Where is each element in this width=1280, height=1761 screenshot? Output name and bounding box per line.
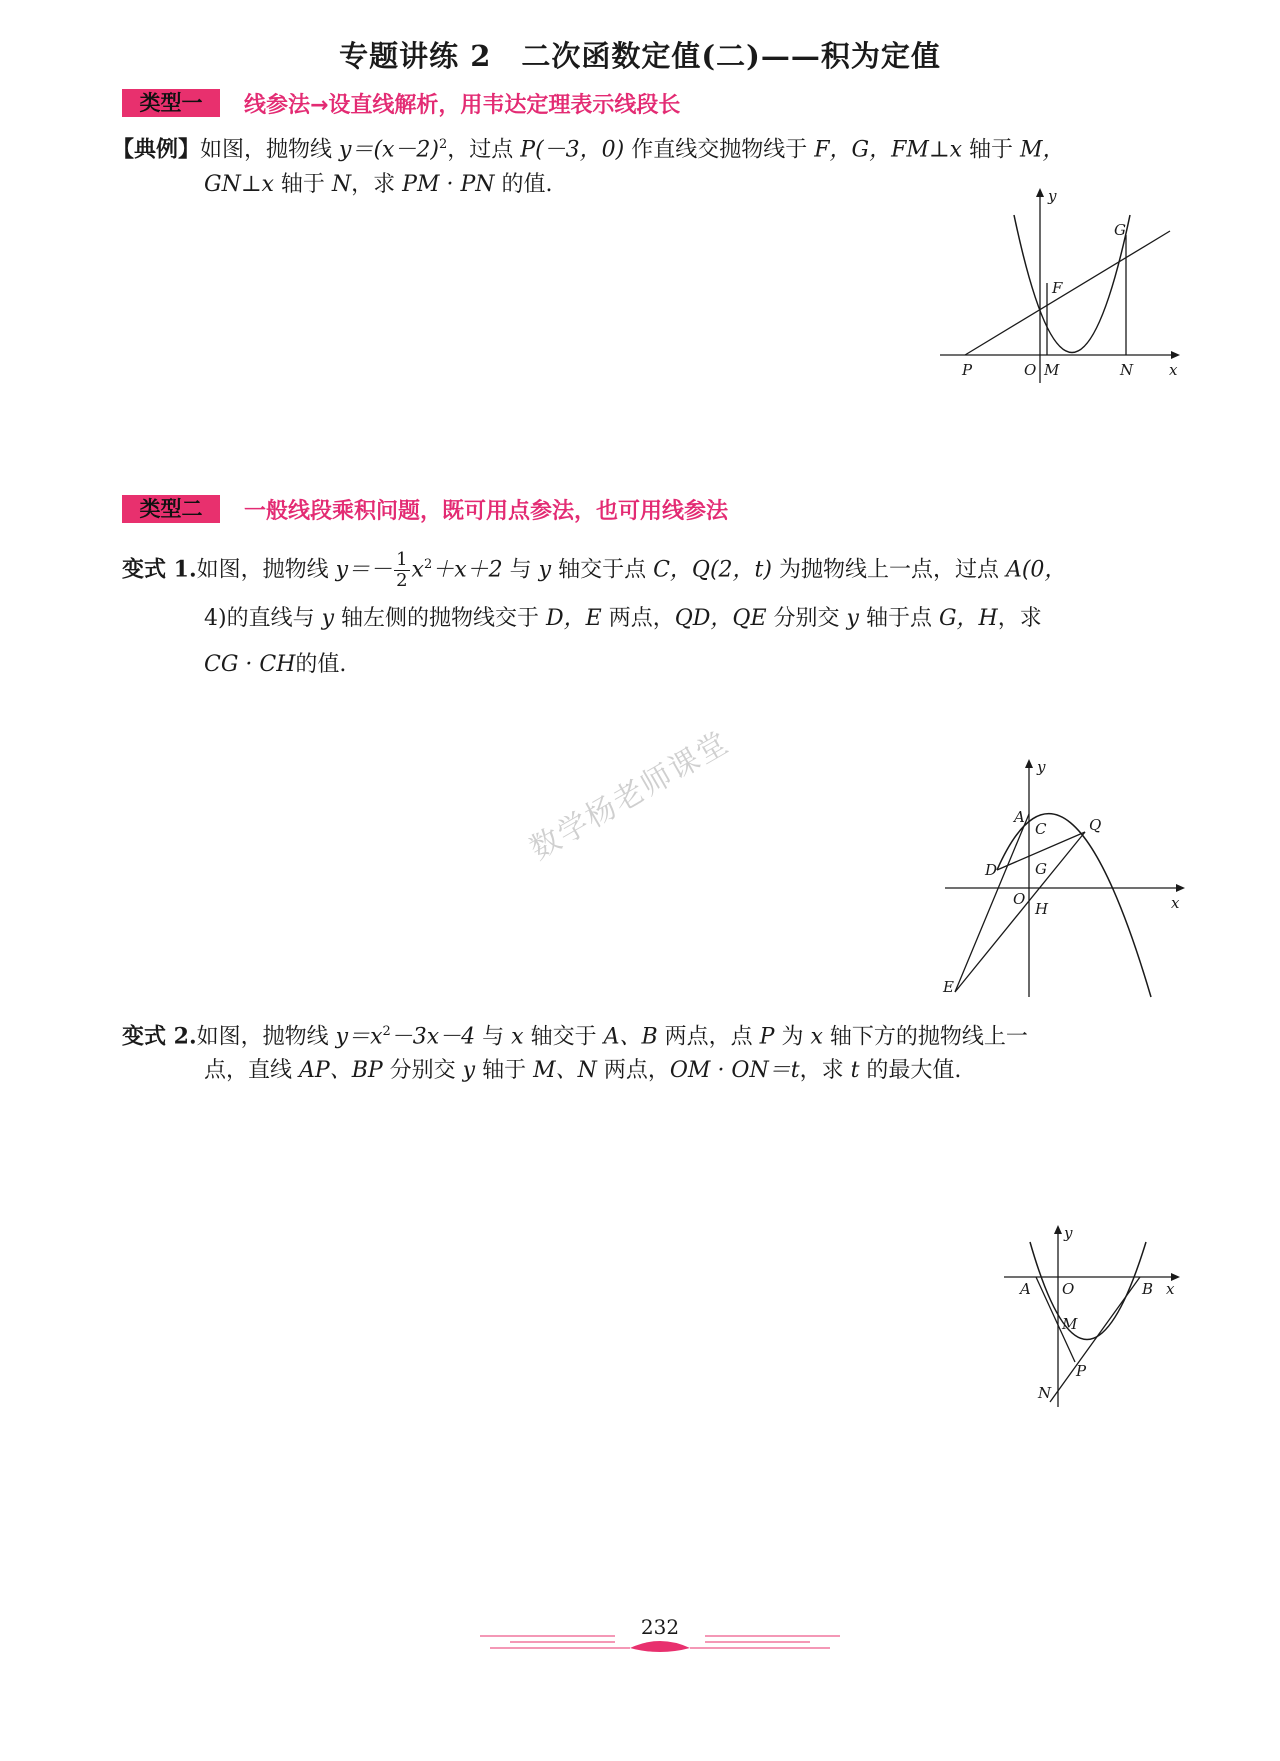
formula: D，E [546, 606, 602, 631]
text: 的值. [295, 652, 347, 677]
formula: M、N [533, 1058, 597, 1083]
point-m: M， [1020, 137, 1065, 163]
fig1-label-x: x [1169, 361, 1178, 379]
formula: x [511, 1024, 524, 1050]
fig3-label-b: B [1142, 1280, 1154, 1298]
variant2-line2 [204, 1056, 961, 1086]
fig2-label-e: E [943, 978, 954, 996]
figure-3 [1000, 1222, 1190, 1412]
type2-header [122, 494, 728, 524]
formula: A、B [603, 1024, 658, 1050]
text: ，过点 [447, 137, 521, 163]
text: 轴交于点 [551, 557, 654, 583]
text: 作直线交抛物线于 [624, 137, 815, 163]
fig2-label-y: y [1037, 758, 1046, 776]
text: 4) [204, 606, 227, 631]
page-number: 232 [640, 1615, 680, 1639]
fig3-label-o: O [1062, 1280, 1075, 1298]
example-line2 [204, 170, 553, 200]
text: 点，直线 [204, 1058, 299, 1083]
exponent: 2 [439, 137, 448, 152]
text: 如图，抛物线 [196, 1024, 336, 1050]
formula: C，Q(2，t) [653, 557, 772, 583]
fig3-label-x: x [1166, 1280, 1175, 1298]
formula: x [810, 1024, 823, 1050]
text: 两点，点 [657, 1024, 760, 1050]
formula: G，H [938, 606, 998, 631]
formula: QD，QE [674, 606, 767, 631]
text: 如图，抛物线 [196, 557, 336, 583]
text: 两点， [596, 1058, 670, 1083]
watermark: 数学杨老师课堂 [524, 724, 736, 868]
figure-2 [935, 752, 1195, 1002]
fig2-label-o: O [1013, 890, 1026, 908]
formula: x [411, 557, 424, 583]
text: 与 [475, 1024, 512, 1050]
text: 两点， [601, 606, 675, 631]
exponent: 2 [423, 557, 433, 573]
formula: y [538, 557, 552, 583]
fig1-label-n: N [1120, 361, 1134, 379]
type1-header [122, 88, 680, 118]
type1-tag: 类型一 [122, 89, 220, 117]
fig2-label-c: C [1035, 820, 1047, 838]
formula: ＋x＋2 [432, 557, 503, 583]
fig2-label-x: x [1171, 894, 1180, 912]
text: 分别交 [766, 606, 847, 631]
numerator: 1 [396, 549, 408, 570]
formula: t [850, 1058, 860, 1083]
text: 轴左侧的抛物线交于 [334, 606, 547, 631]
text: 与 [502, 557, 539, 583]
formula: GN⊥x [204, 172, 274, 197]
variant1-line3 [204, 650, 346, 680]
fig2-label-a: A [1014, 808, 1025, 826]
text: ，求 [351, 172, 403, 197]
formula: y [462, 1058, 476, 1083]
fig1-label-o: O [1024, 361, 1037, 379]
text: 的值. [494, 172, 553, 197]
type2-tag: 类型二 [122, 495, 220, 523]
text: 轴下方的抛物线上一 [822, 1024, 1028, 1050]
formula: OM · ON＝t [669, 1058, 800, 1083]
variant1-lead: 变式 1. [122, 556, 197, 583]
fig3-label-p: P [1076, 1362, 1087, 1380]
text: 轴于 [273, 172, 332, 197]
formula: F，G，FM⊥x [814, 137, 962, 163]
text: 为抛物线上一点，过点 [771, 557, 1006, 583]
text: 的最大值. [859, 1058, 962, 1083]
fig1-label-f: F [1052, 279, 1063, 297]
denominator: 2 [396, 570, 408, 591]
text: 的直线与 [226, 606, 322, 631]
text: 轴于点 [858, 606, 939, 631]
figure-1 [930, 185, 1190, 385]
fig2-label-h: H [1035, 900, 1049, 918]
text: 分别交 [382, 1058, 463, 1083]
formula: P [759, 1024, 775, 1050]
text: 轴于 [475, 1058, 534, 1083]
type2-text: 一般线段乘积问题，既可用点参法，也可用线参法 [244, 498, 729, 524]
fig2-label-d: D [985, 861, 998, 879]
fig1-label-y: y [1048, 187, 1057, 205]
fig1-label-g: G [1114, 221, 1126, 239]
point-n: N [331, 172, 352, 197]
page-title: 专题讲练 2 二次函数定值(二)——积为定值 [339, 39, 941, 73]
type1-text: 线参法→设直线解析，用韦达定理表示线段长 [244, 92, 681, 118]
variant1-line1 [122, 550, 1066, 591]
exponent: 2 [382, 1024, 391, 1039]
formula: y＝x [335, 1024, 383, 1050]
variant2-line1 [122, 1017, 1028, 1052]
point-p: P(－3，0) [520, 137, 625, 163]
formula: y [321, 606, 335, 631]
fig3-label-m: M [1062, 1315, 1078, 1333]
formula: y [846, 606, 859, 631]
variant1-line2 [204, 604, 1042, 634]
example-lead: 【典例】 [112, 136, 201, 163]
text: 轴交于 [523, 1024, 604, 1050]
fig3-label-a: A [1020, 1280, 1031, 1298]
fig2-label-g: G [1035, 860, 1047, 878]
text: 为 [774, 1024, 811, 1050]
example-line1 [112, 130, 1065, 165]
fig1-label-p: P [962, 361, 973, 379]
fig3-label-n: N [1038, 1384, 1052, 1402]
fig2-label-q: Q [1089, 816, 1102, 834]
formula: CG · CH [204, 652, 296, 677]
variant2-lead: 变式 2. [122, 1023, 197, 1050]
formula: y＝(x－2) [339, 137, 440, 163]
text: ，求 [997, 606, 1042, 631]
formula: AP、BP [299, 1058, 383, 1083]
formula: －3x－4 [390, 1024, 476, 1050]
formula: PM · PN [402, 172, 495, 197]
fig3-label-y: y [1064, 1224, 1073, 1242]
formula: A(0， [1005, 557, 1067, 583]
fig1-label-m: M [1044, 361, 1060, 379]
text: ，求 [799, 1058, 851, 1083]
formula: y＝－ [335, 557, 393, 583]
text: 如图，抛物线 [200, 137, 340, 163]
text: 轴于 [962, 137, 1020, 163]
fraction [394, 550, 409, 591]
